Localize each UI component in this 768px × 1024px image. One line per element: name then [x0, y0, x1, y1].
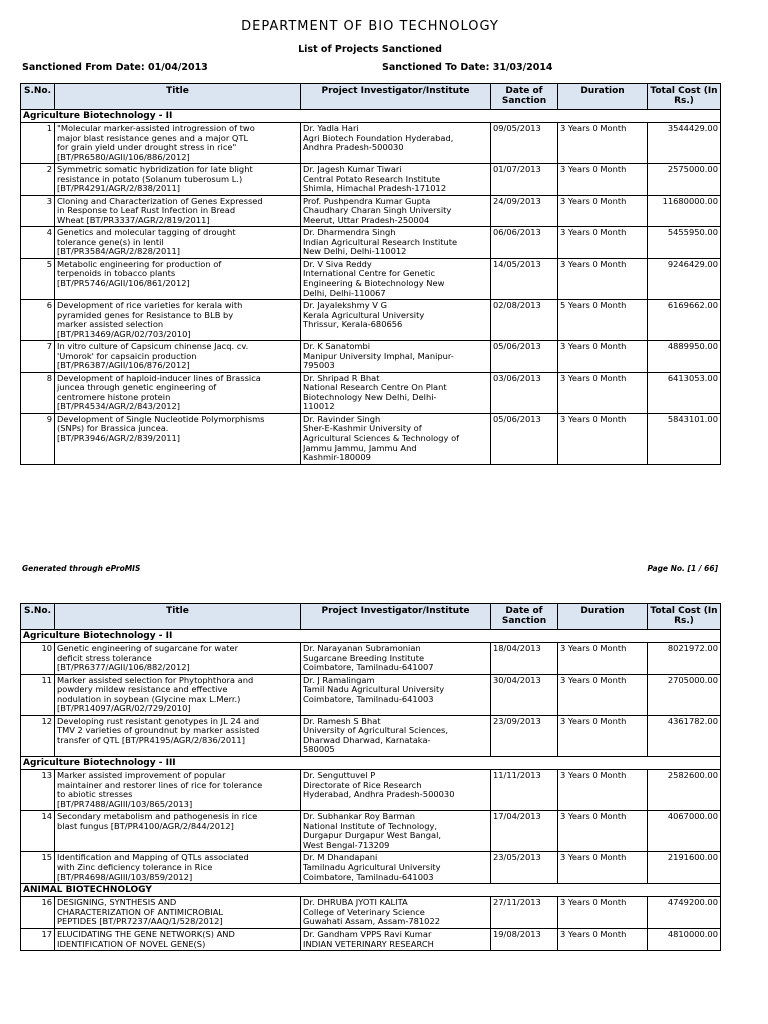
- table-row: [21, 770, 721, 811]
- table-row: [21, 164, 721, 196]
- category-label: Agriculture Biotechnology - III: [21, 756, 721, 769]
- projects-table-page-1: [20, 83, 721, 465]
- row-date: 03/06/2013: [491, 372, 558, 413]
- row-duration: 3 Years 0 Month: [558, 897, 648, 929]
- row-duration: 3 Years 0 Month: [558, 770, 648, 811]
- row-cost: 2575000.00: [648, 164, 721, 196]
- row-title: Cloning and Characterization of Genes Expressed in Response to Leaf Rust Infection in Bread Wheat [BT/PR3337/AGR/2/819/2011]: [55, 195, 301, 227]
- row-duration: 3 Years 0 Month: [558, 123, 648, 164]
- row-sno: 9: [21, 413, 55, 464]
- row-date: 19/08/2013: [491, 929, 558, 951]
- row-pi: Dr. Subhankar Roy Barman National Institute of Technology, Durgapur Durgapur West Bangal, West Bengal-713209: [301, 811, 491, 852]
- row-sno: 4: [21, 227, 55, 259]
- table-row: [21, 897, 721, 929]
- row-pi: Dr. Jayalekshmy V G Kerala Agricultural University Thrissur, Kerala-680656: [301, 300, 491, 341]
- row-cost: 6169662.00: [648, 300, 721, 341]
- row-duration: 3 Years 0 Month: [558, 341, 648, 373]
- row-title: Marker assisted improvement of popular maintainer and restorer lines of rice for tolerance to abiotic stresses [BT/PR7488/AGIII/103/865/2013]: [55, 770, 301, 811]
- row-duration: 3 Years 0 Month: [558, 164, 648, 196]
- row-pi: Dr. M Dhandapani Tamilnadu Agricultural University Coimbatore, Tamilnadu-641003: [301, 852, 491, 884]
- row-sno: 17: [21, 929, 55, 951]
- table-row: [21, 715, 721, 756]
- row-pi: Prof. Pushpendra Kumar Gupta Chaudhary Charan Singh University Meerut, Uttar Pradesh-250004: [301, 195, 491, 227]
- table-row: [21, 123, 721, 164]
- row-pi: Dr. Narayanan Subramonian Sugarcane Breeding Institute Coimbatore, Tamilnadu-641007: [301, 643, 491, 675]
- row-title: In vitro culture of Capsicum chinense Jacq. cv. 'Umorok' for capsaicin production [BT/PR6387/AGII/106/876/2012]: [55, 341, 301, 373]
- col-header-pi: Project Investigator/Institute: [301, 84, 491, 110]
- table-row: [21, 195, 721, 227]
- row-pi: Dr. K Sanatombi Manipur University Imphal, Manipur- 795003: [301, 341, 491, 373]
- projects-table-page-2: [20, 603, 721, 951]
- row-pi: Dr. Shripad R Bhat National Research Centre On Plant Biotechnology New Delhi, Delhi- 110012: [301, 372, 491, 413]
- table-row: [21, 413, 721, 464]
- row-duration: 3 Years 0 Month: [558, 372, 648, 413]
- category-label: Agriculture Biotechnology - II: [21, 629, 721, 642]
- table-header-row: [21, 84, 721, 110]
- row-date: 17/04/2013: [491, 811, 558, 852]
- row-cost: 6413053.00: [648, 372, 721, 413]
- row-cost: 8021972.00: [648, 643, 721, 675]
- row-sno: 13: [21, 770, 55, 811]
- row-pi: Dr. J Ramalingam Tamil Nadu Agricultural University Coimbatore, Tamilnadu-641003: [301, 674, 491, 715]
- row-duration: 3 Years 0 Month: [558, 715, 648, 756]
- row-pi: Dr. V Siva Reddy International Centre for Genetic Engineering & Biotechnology New Delhi, Delhi-110067: [301, 258, 491, 299]
- footer-generated: Generated through eProMIS: [22, 564, 141, 573]
- row-sno: 2: [21, 164, 55, 196]
- row-cost: 5455950.00: [648, 227, 721, 259]
- row-pi: Dr. Jagesh Kumar Tiwari Central Potato Research Institute Shimla, Himachal Pradesh-171012: [301, 164, 491, 196]
- row-sno: 5: [21, 258, 55, 299]
- row-pi: Dr. Ramesh S Bhat University of Agricultural Sciences, Dharwad Dharwad, Karnataka- 580005: [301, 715, 491, 756]
- col-header-title: Title: [55, 604, 301, 630]
- row-sno: 14: [21, 811, 55, 852]
- table-row: [21, 929, 721, 951]
- row-date: 05/06/2013: [491, 341, 558, 373]
- row-cost: 3544429.00: [648, 123, 721, 164]
- col-header-pi: Project Investigator/Institute: [301, 604, 491, 630]
- col-header-date: Date of Sanction: [491, 604, 558, 630]
- col-header-duration: Duration: [558, 84, 648, 110]
- row-title: "Molecular marker-assisted introgression of two major blast resistance genes and a major QTL for grain yield under drought stress in rice" [BT/PR6580/AGII/106/886/2012]: [55, 123, 301, 164]
- table-row: [21, 811, 721, 852]
- sanction-from-date: Sanctioned From Date: 01/04/2013: [22, 62, 208, 73]
- row-date: 11/11/2013: [491, 770, 558, 811]
- row-pi: Dr. Gandham VPPS Ravi Kumar INDIAN VETERINARY RESEARCH: [301, 929, 491, 951]
- row-pi: Dr. Senguttuvel P Directorate of Rice Research Hyderabad, Andhra Pradesh-500030: [301, 770, 491, 811]
- row-sno: 16: [21, 897, 55, 929]
- document-title: DEPARTMENT OF BIO TECHNOLOGY: [241, 19, 499, 34]
- sanction-to-date: Sanctioned To Date: 31/03/2014: [382, 62, 553, 73]
- row-title: DESIGNING, SYNTHESIS AND CHARACTERIZATION OF ANTIMICROBIAL PEPTIDES [BT/PR7237/AAQ/1/528/2012]: [55, 897, 301, 929]
- row-date: 05/06/2013: [491, 413, 558, 464]
- row-sno: 11: [21, 674, 55, 715]
- table-row: [21, 852, 721, 884]
- col-header-cost: Total Cost (In Rs.): [648, 604, 721, 630]
- row-date: 27/11/2013: [491, 897, 558, 929]
- row-cost: 4067000.00: [648, 811, 721, 852]
- col-header-duration: Duration: [558, 604, 648, 630]
- col-header-sno: S.No.: [21, 604, 55, 630]
- row-title: Development of haploid-inducer lines of Brassica juncea through genetic engineering of centromere histone protein [BT/PR4534/AGR/2/843/2012]: [55, 372, 301, 413]
- row-pi: Dr. Yadla Hari Agri Biotech Foundation Hyderabad, Andhra Pradesh-500030: [301, 123, 491, 164]
- row-cost: 4749200.00: [648, 897, 721, 929]
- row-title: Development of Single Nucleotide Polymorphisms (SNPs) for Brassica juncea. [BT/PR3946/AGR/2/839/2011]: [55, 413, 301, 464]
- row-title: Marker assisted selection for Phytophthora and powdery mildew resistance and effective nodulation in soybean (Glycine max L.Merr.) [BT/PR14097/AGR/02/729/2010]: [55, 674, 301, 715]
- footer-page-number: Page No. [1 / 66]: [647, 564, 718, 573]
- row-date: 09/05/2013: [491, 123, 558, 164]
- table-row: [21, 372, 721, 413]
- row-duration: 3 Years 0 Month: [558, 258, 648, 299]
- row-date: 14/05/2013: [491, 258, 558, 299]
- row-title: ELUCIDATING THE GENE NETWORK(S) AND IDENTIFICATION OF NOVEL GENE(S): [55, 929, 301, 951]
- col-header-cost: Total Cost (In Rs.): [648, 84, 721, 110]
- col-header-title: Title: [55, 84, 301, 110]
- row-duration: 3 Years 0 Month: [558, 413, 648, 464]
- row-duration: 3 Years 0 Month: [558, 674, 648, 715]
- category-row: [21, 756, 721, 769]
- row-pi: Dr. Ravinder Singh Sher-E-Kashmir University of Agricultural Sciences & Technology of Jammu Jammu, Jammu And Kashmir-180009: [301, 413, 491, 464]
- row-cost: 4361782.00: [648, 715, 721, 756]
- row-cost: 4889950.00: [648, 341, 721, 373]
- table-row: [21, 643, 721, 675]
- table-row: [21, 227, 721, 259]
- row-pi: Dr. Dharmendra Singh Indian Agricultural Research Institute New Delhi, Delhi-110012: [301, 227, 491, 259]
- table-row: [21, 258, 721, 299]
- row-duration: 3 Years 0 Month: [558, 929, 648, 951]
- row-date: 30/04/2013: [491, 674, 558, 715]
- table-header-row: [21, 604, 721, 630]
- table-row: [21, 341, 721, 373]
- row-pi: Dr. DHRUBA JYOTI KALITA College of Veterinary Science Guwahati Assam, Assam-781022: [301, 897, 491, 929]
- row-duration: 3 Years 0 Month: [558, 811, 648, 852]
- category-row: [21, 884, 721, 897]
- row-sno: 15: [21, 852, 55, 884]
- row-date: 01/07/2013: [491, 164, 558, 196]
- row-duration: 3 Years 0 Month: [558, 643, 648, 675]
- row-cost: 2582600.00: [648, 770, 721, 811]
- row-sno: 6: [21, 300, 55, 341]
- document-subtitle: List of Projects Sanctioned: [298, 44, 442, 55]
- row-date: 18/04/2013: [491, 643, 558, 675]
- row-sno: 1: [21, 123, 55, 164]
- row-title: Metabolic engineering for production of terpenoids in tobacco plants [BT/PR5746/AGII/106/861/2012]: [55, 258, 301, 299]
- row-sno: 12: [21, 715, 55, 756]
- table-row: [21, 674, 721, 715]
- row-duration: 3 Years 0 Month: [558, 852, 648, 884]
- row-date: 23/05/2013: [491, 852, 558, 884]
- row-cost: 2191600.00: [648, 852, 721, 884]
- row-sno: 10: [21, 643, 55, 675]
- row-title: Secondary metabolism and pathogenesis in rice blast fungus [BT/PR4100/AGR/2/844/2012]: [55, 811, 301, 852]
- row-duration: 3 Years 0 Month: [558, 195, 648, 227]
- table-row: [21, 300, 721, 341]
- row-cost: 9246429.00: [648, 258, 721, 299]
- row-title: Genetics and molecular tagging of drought tolerance gene(s) in lentil [BT/PR3584/AGR/2/828/2011]: [55, 227, 301, 259]
- row-sno: 3: [21, 195, 55, 227]
- row-date: 23/09/2013: [491, 715, 558, 756]
- category-row: [21, 629, 721, 642]
- col-header-sno: S.No.: [21, 84, 55, 110]
- row-title: Identification and Mapping of QTLs associated with Zinc deficiency tolerance in Rice [BT/PR4698/AGIII/103/859/2012]: [55, 852, 301, 884]
- category-label: ANIMAL BIOTECHNOLOGY: [21, 884, 721, 897]
- row-title: Developing rust resistant genotypes in JL 24 and TMV 2 varieties of groundnut by marker assisted transfer of QTL [BT/PR4195/AGR/2/836/2011]: [55, 715, 301, 756]
- row-title: Genetic engineering of sugarcane for water deficit stress tolerance [BT/PR6377/AGII/106/882/2012]: [55, 643, 301, 675]
- row-cost: 4810000.00: [648, 929, 721, 951]
- row-date: 06/06/2013: [491, 227, 558, 259]
- row-cost: 2705000.00: [648, 674, 721, 715]
- row-date: 02/08/2013: [491, 300, 558, 341]
- row-sno: 8: [21, 372, 55, 413]
- row-title: Development of rice varieties for kerala with pyramided genes for Resistance to BLB by marker assisted selection [BT/PR13469/AGR/02/703/2010]: [55, 300, 301, 341]
- row-duration: 3 Years 0 Month: [558, 227, 648, 259]
- row-date: 24/09/2013: [491, 195, 558, 227]
- row-cost: 11680000.00: [648, 195, 721, 227]
- row-duration: 5 Years 0 Month: [558, 300, 648, 341]
- col-header-date: Date of Sanction: [491, 84, 558, 110]
- row-sno: 7: [21, 341, 55, 373]
- row-cost: 5843101.00: [648, 413, 721, 464]
- row-title: Symmetric somatic hybridization for late blight resistance in potato (Solanum tuberosum L.) [BT/PR4291/AGR/2/838/2011]: [55, 164, 301, 196]
- category-label: Agriculture Biotechnology - II: [21, 109, 721, 122]
- category-row: [21, 109, 721, 122]
